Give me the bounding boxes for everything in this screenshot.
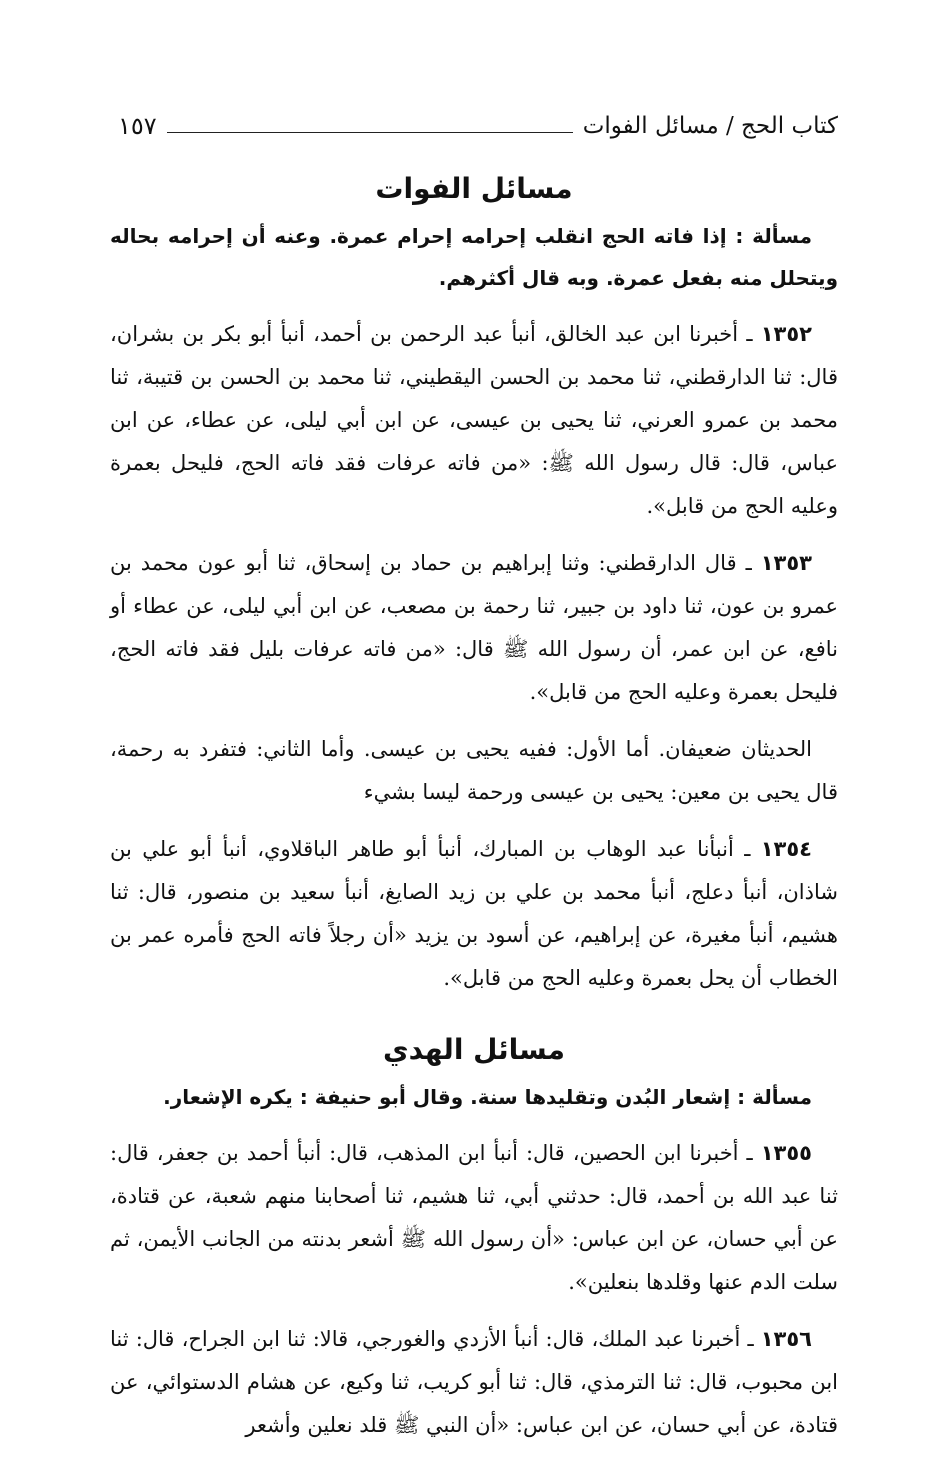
hadith-1354 — [110, 828, 838, 1000]
page-content — [110, 165, 838, 1461]
page-number: ١٥٧ — [118, 112, 157, 140]
running-header — [118, 108, 838, 144]
section-title-hady: مسائل الهدي — [382, 1033, 566, 1066]
hadith-number: ١٣٥٦ — [760, 1327, 812, 1351]
hadith-text: ـ قال الدارقطني: وثنا إبراهيم بن حماد بن إسحاق، ثنا أبو عون محمد بن عمرو بن عون، ثنا داود بن جبير، ثنا رحمة بن مصعب، عن ابن أبي ليلى، عن عطاء أو نافع، عن ابن عمر، أن رسول الله ﷺ قال: «من فاته عرفات بليل فقد فاته الحج، فليحل بعمرة وعليه الحج من قابل». — [110, 551, 838, 704]
hadith-number: ١٣٥٣ — [760, 551, 812, 575]
section-title-fawat: مسائل الفوات — [375, 172, 573, 205]
hadith-1355 — [110, 1132, 838, 1304]
masala-fawat: مسألة : إذا فاته الحج انقلب إحرامه إحرام عمرة. وعنه أن إحرامه بحاله ويتحلل منه بفعل عمرة. وبه قال أكثرهم. — [110, 224, 838, 290]
hadith-1353 — [110, 542, 838, 714]
grading-note: الحديثان ضعيفان. أما الأول: ففيه يحيى بن عيسى. وأما الثاني: فتفرد به رحمة، قال يحيى بن معين: يحيى بن عيسى ورحمة ليسا بشيء — [110, 737, 838, 804]
hadith-number: ١٣٥٥ — [760, 1141, 812, 1165]
hadith-text: ـ أخبرنا ابن عبد الخالق، أنبأ عبد الرحمن بن أحمد، أنبأ أبو بكر بن بشران، قال: ثنا الدارقطني، ثنا محمد بن الحسن اليقطيني، ثنا محمد بن الحسن بن قتيبة، ثنا محمد بن عمرو العرني، ثنا يحيى بن عيسى، عن ابن أبي ليلى، عن عطاء، عن ابن عباس، قال: قال رسول الله ﷺ: «من فاته عرفات فقد فاته الحج، فليحل بعمرة وعليه الحج من قابل». — [110, 322, 838, 518]
hadith-number: ١٣٥٤ — [760, 837, 812, 861]
hadith-number: ١٣٥٢ — [760, 322, 812, 346]
hadith-text: ـ أخبرنا ابن الحصين، قال: أنبأ ابن المذهب، قال: أنبأ أحمد بن جعفر، قال: ثنا عبد الله بن أحمد، قال: حدثني أبي، ثنا هشيم، ثنا أصحابنا منهم شعبة، عن قتادة، عن أبي حسان، عن ابن عباس: «أن رسول الله ﷺ أشعر بدنته من الجانب الأيمن، ثم سلت الدم عنها وقلدها بنعلين». — [110, 1141, 838, 1294]
hadith-text: ـ أخبرنا عبد الملك، قال: أنبأ الأزدي والغورجي، قالا: ثنا ابن الجراح، قال: ثنا ابن محبوب، قال: ثنا الترمذي، قال: ثنا أبو كريب، ثنا وكيع، عن هشام الدستوائي، عن قتادة، عن أبي حسان، عن ابن عباس: «أن النبي ﷺ قلد نعلين وأشعر — [110, 1327, 838, 1437]
hadith-1352 — [110, 313, 838, 528]
masala-hady: مسألة : إشعار البُدن وتقليدها سنة. وقال أبو حنيفة : يكره الإشعار. — [163, 1085, 812, 1109]
hadith-1356 — [110, 1318, 838, 1447]
running-title: كتاب الحج / مسائل الفوات — [582, 113, 838, 139]
hadith-text: ـ أنبأنا عبد الوهاب بن المبارك، أنبأ أبو طاهر الباقلاوي، أنبأ أبو علي بن شاذان، أنبأ دعلج، أنبأ محمد بن علي بن زيد الصايغ، أنبأ سعيد بن منصور، قال: ثنا هشيم، أنبأ مغيرة، عن إبراهيم، عن أسود بن يزيد «أن رجلاً فاته الحج فأمره عمر بن الخطاب أن يحل بعمرة وعليه الحج من قابل». — [110, 837, 838, 990]
header-rule — [167, 132, 573, 133]
